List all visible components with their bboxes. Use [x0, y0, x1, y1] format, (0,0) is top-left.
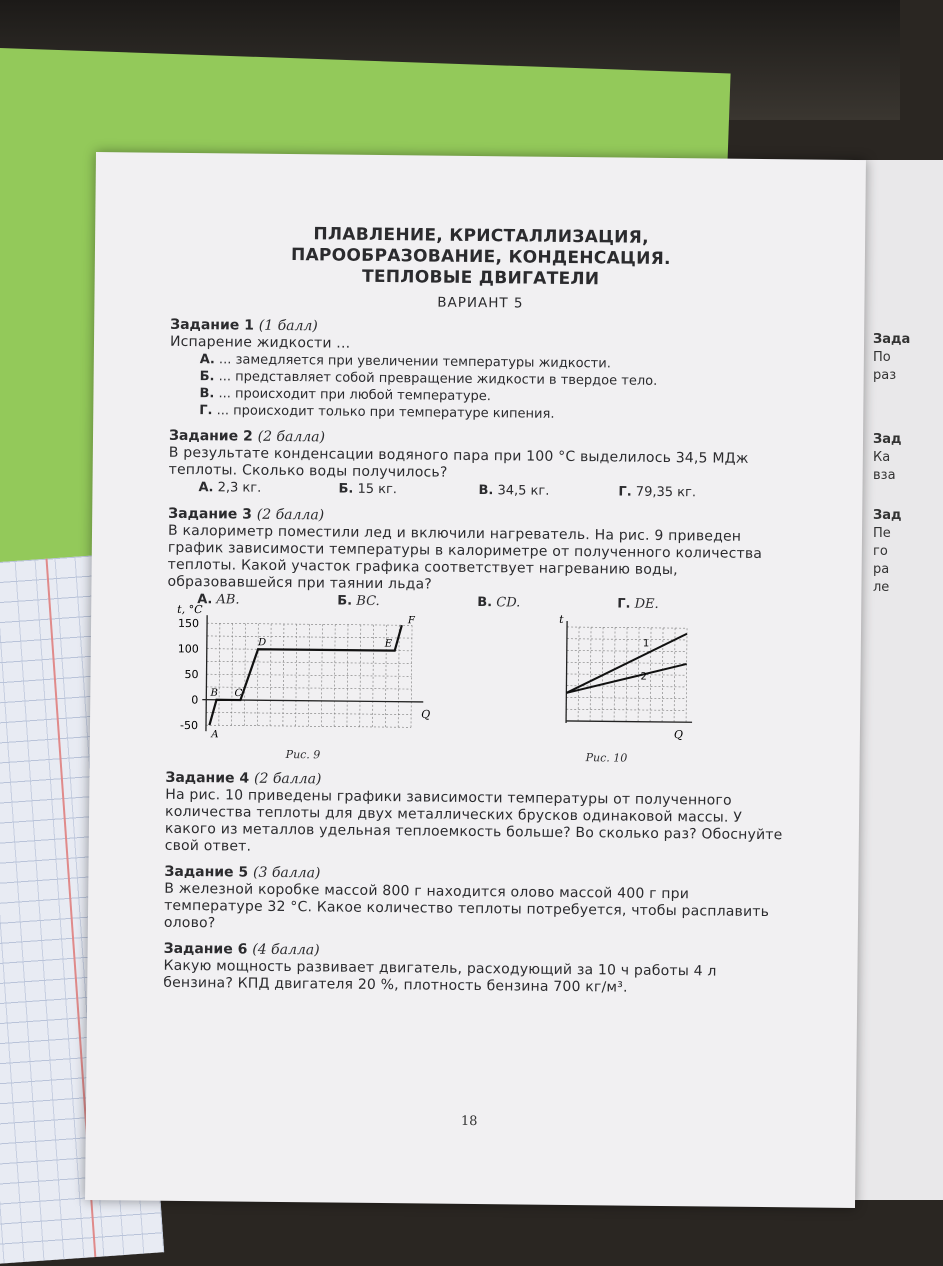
answer-option: В. CD.: [477, 595, 521, 611]
task-question: В калориметр поместили лед и включили нагреватель. На рис. 9 приведен график зависимости температуры в калориметре от полученного количества теплоты. Какой участок графика соответствует нагреванию воды, образовавшейся при таянии льда?: [167, 522, 763, 593]
title-line: ПАРООБРАЗОВАНИЕ, КОНДЕНСАЦИЯ.: [290, 245, 671, 270]
point-label: B: [210, 687, 219, 699]
answer-option: Г. ... происходит только при температуре кипения.: [199, 403, 555, 422]
task-question: На рис. 10 приведены графики зависимости температуры от полученного количества теплоты для двух металлических брусков одинаковой массы. У какого из металлов удельная теплоемкость больше? Во сколько раз? Обоснуйте свой ответ.: [164, 786, 783, 855]
answer-option: А. ... замедляется при увеличении температуры жидкости.: [199, 352, 611, 372]
point-label: C: [234, 687, 243, 700]
variant-label: ВАРИАНТ 5: [437, 294, 524, 312]
right-fragment: Ка: [873, 450, 891, 465]
y-axis: [566, 621, 567, 723]
figure-10-chart: [546, 612, 707, 759]
task-question: Испарение жидкости ...: [169, 333, 351, 352]
figure-9-caption: Рис. 9: [285, 748, 321, 762]
task-6: [163, 940, 784, 998]
task-2: [168, 427, 789, 503]
x-axis-label: Q: [421, 707, 431, 722]
grid-line: [244, 624, 245, 726]
answer-option: Г. DE.: [617, 596, 659, 612]
grid-line: [308, 624, 309, 726]
answer-option: Б. BC.: [337, 593, 380, 609]
task-3: [167, 505, 788, 615]
task-heading: Задание 3 (2 балла): [168, 505, 325, 524]
task-1: [169, 316, 790, 425]
answer-option: Г. 79,35 кг.: [618, 484, 697, 501]
y-tick-label: 100: [177, 642, 199, 656]
grid-line: [566, 697, 686, 698]
right-fragment: раз: [873, 368, 897, 383]
right-fragment: ле: [873, 580, 890, 595]
answer-option: В. 34,5 кг.: [478, 483, 550, 499]
grid-line: [567, 674, 687, 675]
point-label: F: [407, 615, 415, 627]
right-fragment: Пе: [873, 526, 891, 541]
answer-option: Б. 15 кг.: [338, 481, 398, 498]
task-question: В результате конденсации водяного пара при 100 °С выделилось 34,5 МДж теплоты. Сколько воды получилось?: [168, 444, 749, 481]
x-axis: [566, 721, 692, 722]
y-tick-label: -50: [179, 718, 199, 733]
y-tick-label: 0: [191, 693, 199, 707]
y-tick-label: 150: [178, 616, 200, 631]
series-label: 1: [642, 638, 650, 650]
y-axis-label: t, °C: [177, 602, 203, 617]
right-fragment: По: [873, 350, 891, 365]
figure-9-chart: [166, 602, 467, 756]
x-axis-label: Q: [673, 728, 684, 742]
right-fragment: Зада: [873, 332, 911, 347]
page-title: [171, 223, 792, 292]
grid-line: [567, 650, 687, 651]
page-content: [163, 223, 791, 998]
right-fragment: ра: [873, 562, 890, 577]
figure-10-caption: Рис. 10: [585, 751, 628, 765]
y-tick-label: 50: [184, 667, 199, 682]
answer-option: В. ... происходит при любой температуре.: [199, 386, 492, 405]
y-axis: [206, 615, 207, 731]
series-label: 2: [640, 671, 647, 683]
point-label: E: [384, 638, 393, 650]
page-number: 18: [460, 1113, 478, 1130]
right-fragment: вза: [873, 468, 896, 483]
answer-option: А. AB.: [197, 592, 240, 608]
task-heading: Задание 5 (3 балла): [164, 863, 321, 882]
grid-line: [321, 624, 322, 726]
title-line: ТЕПЛОВЫЕ ДВИГАТЕЛИ: [361, 266, 600, 290]
task-question: Какую мощность развивает двигатель, расходующий за 10 ч работы 4 л бензина? КПД двигателя 20 %, плотность бензина 700 кг/м³.: [163, 957, 717, 996]
right-fragment: Зад: [873, 432, 902, 447]
grid-line: [373, 625, 374, 727]
right-fragment: го: [873, 544, 888, 559]
grid-line: [207, 674, 412, 676]
task-heading: Задание 1 (1 балл): [170, 316, 318, 335]
y-axis-label: t: [559, 612, 564, 626]
right-fragment: Зад: [873, 508, 902, 523]
task-heading: Задание 6 (4 балла): [163, 940, 320, 959]
task-heading: Задание 2 (2 балла): [168, 427, 326, 446]
task-heading: Задание 4 (2 балла): [165, 769, 322, 788]
task-5: [164, 863, 785, 938]
answer-option: Б. ... представляет собой превращение жидкости в твердое тело.: [199, 369, 658, 389]
title-line: ПЛАВЛЕНИЕ, КРИСТАЛЛИЗАЦИЯ,: [313, 224, 649, 248]
answer-option: А. 2,3 кг.: [198, 480, 262, 496]
temperature-curve: [209, 623, 401, 727]
grid-line: [566, 686, 686, 687]
task-question: В железной коробке массой 800 г находится олово массой 400 г при температуре 32 °С. Какое количество теплоты потребуется, чтобы расплавить олово?: [163, 880, 770, 932]
task-4: [165, 769, 786, 861]
point-label: A: [211, 729, 219, 741]
point-label: D: [258, 637, 267, 649]
workbook-page: [85, 152, 866, 1208]
